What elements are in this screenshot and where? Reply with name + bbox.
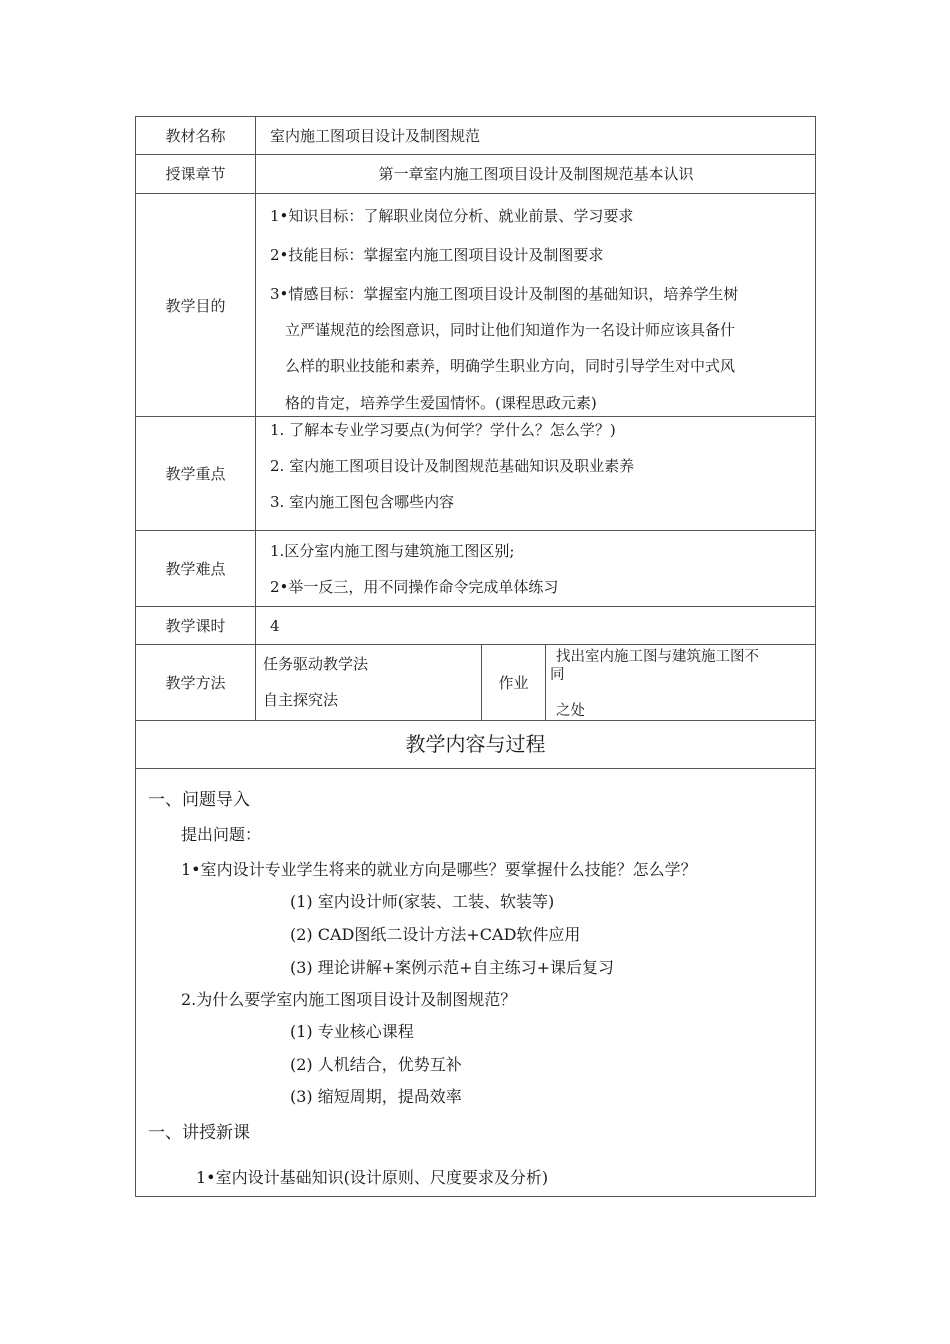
homework-line: 之处 [556,703,585,719]
difficulties-label: 教学难点 [165,560,226,578]
row-divider [135,193,816,194]
objectives-label: 教学目的 [165,297,226,315]
objective-line: 3•情感目标：掌握室内施工图项目设计及制图的基础知识，培养学生树 [270,285,739,303]
homework-line: 同 [550,667,565,683]
key-points-label: 教学重点 [165,465,226,483]
content-line: 提出问题： [181,825,262,844]
label-column-divider [255,116,256,720]
key-point-line: 3. 室内施工图包含哪些内容 [270,493,455,511]
content-line: (3) 理论讲解+案例示范+自主练习+课后复习 [290,958,614,977]
homework-line: 找出室内施工图与建筑施工图不 [556,649,759,665]
content-line: 2.为什么要学室内施工图项目设计及制图规范？ [181,990,517,1009]
content-line: 1•室内设计基础知识(设计原则、尺度要求及分析) [196,1168,549,1187]
row-divider [135,416,816,417]
objective-line: 立严谨规范的绘图意识，同时让他们知道作为一名设计师应该具备什 [285,321,736,339]
material-name-label: 教材名称 [165,127,226,145]
hours-value: 4 [270,617,280,635]
content-heading: 一、讲授新课 [148,1123,250,1143]
section-title: 教学内容与过程 [405,732,546,756]
hours-label: 教学课时 [165,617,226,635]
content-line: (2) CAD图纸二设计方法+CAD软件应用 [290,925,581,944]
difficulty-line: 1.区分室内施工图与建筑施工图区别; [270,542,515,560]
content-line: (3) 缩短周期，提咼效率 [290,1087,462,1106]
objective-line: 么样的职业技能和素养，明确学生职业方向，同时引导学生对中式风 [285,357,736,375]
objective-line: 1•知识目标：了解职业岗位分析、就业前景、学习要求 [270,207,634,225]
methods-label: 教学方法 [165,674,226,692]
chapter-label: 授课章节 [165,165,226,183]
key-point-line: 2. 室内施工图项目设计及制图规范基础知识及职业素养 [270,457,635,475]
objective-line: 2•技能目标：掌握室内施工图项目设计及制图要求 [270,246,604,264]
method-line: 任务驱动教学法 [263,655,369,673]
content-line: (2) 人机结合，优势互补 [290,1055,462,1074]
key-point-line: 1. 了解本专业学习要点(为何学？学什么？怎么学？) [270,421,616,439]
homework-label: 作业 [498,674,529,692]
content-heading: 一、问题导入 [148,790,250,810]
content-line: (1) 专业核心课程 [290,1022,414,1041]
row-divider [135,530,816,531]
difficulty-line: 2•举一反三，用不同操作命令完成单体练习 [270,578,559,596]
content-line: 1•室内设计专业学生将来的就业方向是哪些？要掌握什么技能？怎么学？ [181,860,697,879]
homework-column-divider [545,644,546,720]
row-divider [135,606,816,607]
chapter-value: 第一章室内施工图项目设计及制图规范基本认识 [378,165,694,183]
row-divider [135,768,816,769]
material-name-value: 室内施工图项目设计及制图规范 [270,127,481,145]
content-line: (1) 室内设计师(家装、工装、软装等) [290,892,555,911]
row-divider [135,720,816,721]
row-divider [135,644,816,645]
row-divider [135,154,816,155]
objective-line: 格的肯定，培养学生爱国情怀。(课程思政元素) [285,394,597,412]
method-line: 自主探究法 [263,691,339,709]
